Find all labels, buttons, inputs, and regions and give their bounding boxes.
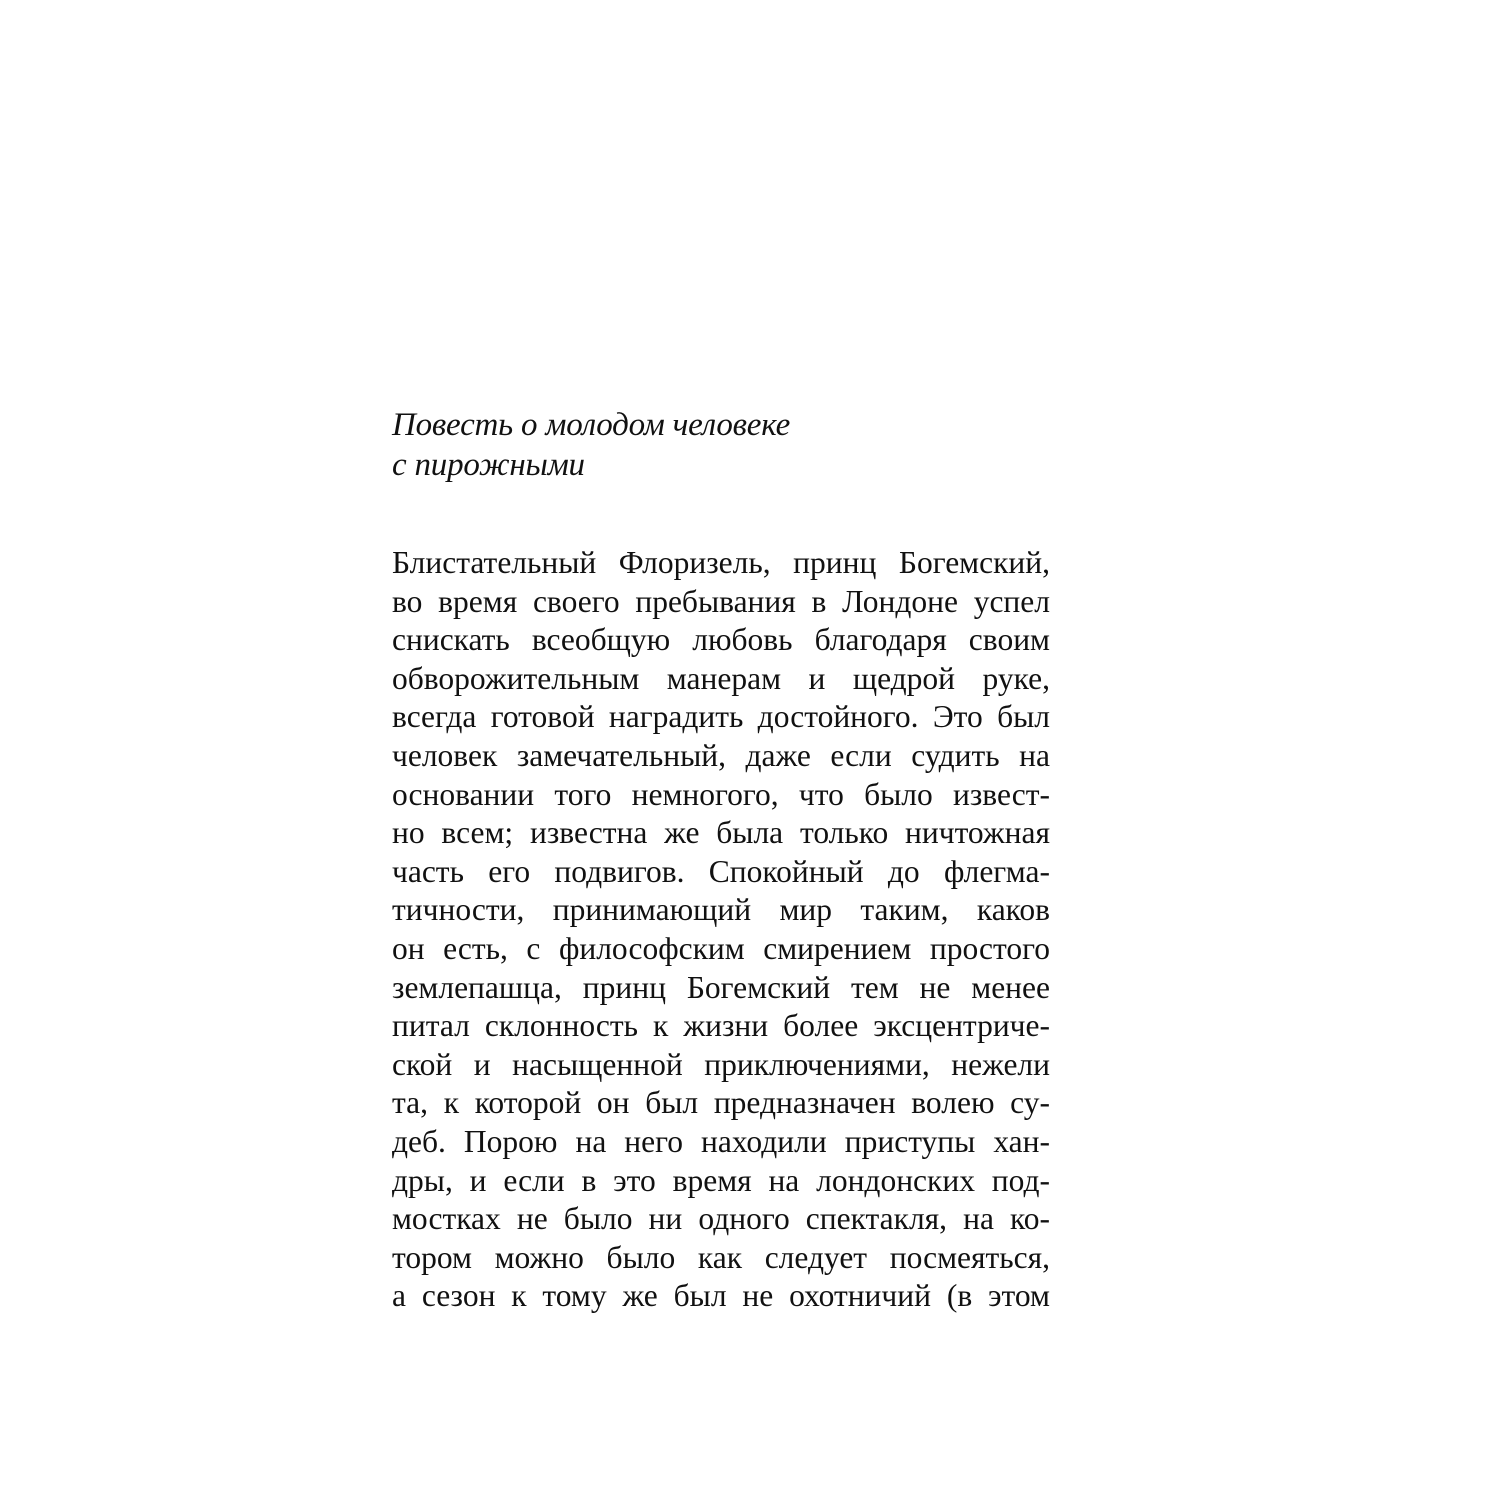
body-line: всегда готовой наградить достойного. Это был: [392, 699, 1050, 735]
body-line: а сезон к тому же был не охотничий (в этом: [392, 1278, 1050, 1314]
body-line: питал склонность к жизни более эксцентриче-: [392, 1008, 1050, 1044]
body-line: Блистательный Флоризель, принц Богемский,: [392, 545, 1050, 580]
body-line: тором можно было как следует посмеяться,: [392, 1239, 1050, 1275]
body-line: обворожительным манерам и щедрой руке,: [392, 660, 1050, 696]
body-line: основании того немногого, что было извест-: [392, 776, 1050, 812]
body-line: человек замечательный, даже если судить на: [392, 737, 1050, 773]
body-line: землепашца, принц Богемский тем не менее: [392, 969, 1050, 1005]
chapter-title-line: с пирожными: [392, 447, 585, 483]
chapter-title-line: Повесть о молодом человеке: [392, 407, 791, 443]
body-line: тичности, принимающий мир таким, каков: [392, 892, 1050, 928]
body-line: деб. Порою на него находили приступы хан-: [392, 1123, 1050, 1159]
body-line: часть его подвигов. Спокойный до флегма-: [392, 853, 1050, 889]
body-paragraph: [392, 544, 1050, 1316]
body-line: снискать всеобщую любовь благодаря своим: [392, 622, 1050, 658]
body-line: дры, и если в это время на лондонских под-: [392, 1162, 1050, 1198]
body-line: но всем; известна же была только ничтожная: [392, 815, 1050, 851]
body-line: ской и насыщенной приключениями, нежели: [392, 1046, 1050, 1082]
body-line: он есть, с философским смирением простого: [392, 930, 1050, 966]
body-line: мостках не было ни одного спектакля, на ко-: [392, 1201, 1050, 1237]
body-line: во время своего пребывания в Лондоне успел: [392, 583, 1050, 619]
body-line: та, к которой он был предназначен волею су-: [392, 1085, 1050, 1121]
text-block: [392, 405, 1050, 1316]
chapter-title: [392, 405, 1050, 485]
